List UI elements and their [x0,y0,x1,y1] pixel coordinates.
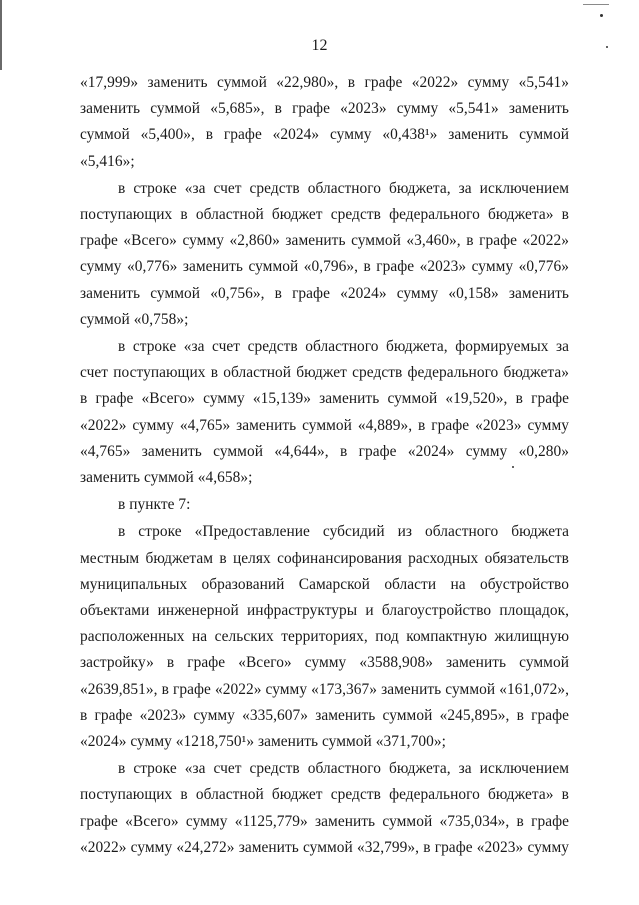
paragraph: в строке «за счет средств областного бюджета, за исключением поступающих в областной бюджет средств федерального бюджета» в графе «Всего» сумму «1125,779» заменить суммой «735,034», в графе «2022» сумму «24,272» заменить суммой «32,799», в графе «2023» сумму [80,760,569,856]
scan-corner-mark [583,0,609,5]
paragraph: в строке «Предоставление субсидий из областного бюджета местным бюджетам в целях софинансирования расходных обязательств муниципальных образований Самарской области на обустройство объектами инженерной инфраструктуры и благоустройство площадок, расположенных на сельских территориях, под компактную жилищную застройку» в графе «Всего» сумму «3588,908» заменить суммой «2639,851», в графе «2022» сумму «173,367» заменить суммой «161,072», в графе «2023» сумму «335,607» заменить суммой «245,895», в графе «2024» сумму «1218,750¹» заменить суммой «371,700»; [80,523,569,751]
paragraph: в пункте 7: [118,496,191,514]
paragraph: в строке «за счет средств областного бюджета, формируемых за счет поступающих в областной бюджет средств федерального бюджета» в графе «Всего» сумму «15,139» заменить суммой «19,520», в графе «2022» сумму «4,765» заменить суммой «4,889», в графе «2023» сумму «4,765» заменить суммой «4,644», в графе «2024» сумму «0,280» заменить суммой «4,658»; [80,338,569,487]
scan-speck [600,14,603,17]
document-body [80,70,569,861]
paragraph: в строке «за счет средств областного бюджета, за исключением поступающих в областной бюджет средств федерального бюджета» в графе «Всего» сумму «2,860» заменить суммой «3,460», в графе «2022» сумму «0,776» заменить суммой «0,796», в графе «2023» сумму «0,776» заменить суммой «0,756», в графе «2024» сумму «0,158» заменить суммой «0,758»; [80,179,569,328]
scan-edge-line [0,0,2,70]
page-number: 12 [311,37,328,54]
paragraph: «17,999» заменить суммой «22,980», в графе «2022» сумму «5,541» заменить суммой «5,685», в графе «2023» сумму «5,541» заменить суммой «5,400», в графе «2024» сумму «0,438¹» заменить суммой «5,416»; [80,74,569,170]
